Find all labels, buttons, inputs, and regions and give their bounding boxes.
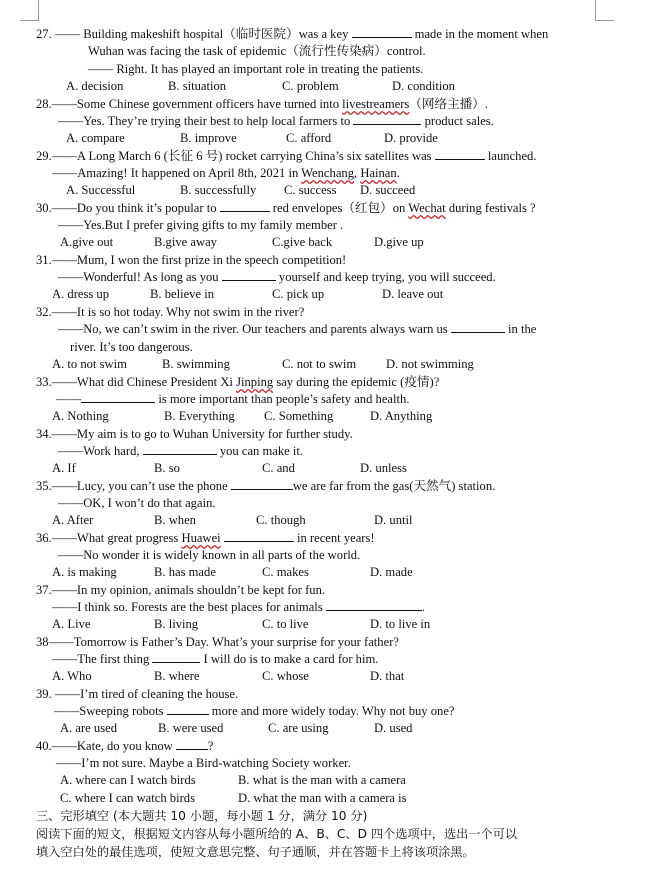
answer-blank <box>143 443 217 455</box>
q27-line-3 <box>88 61 423 77</box>
question-text: in recent years! <box>293 531 375 545</box>
q40-option-a: A. where can I watch birds <box>60 773 196 787</box>
q31-line-2 <box>58 269 496 285</box>
question-text: made in the moment when <box>411 27 549 41</box>
q30-option-d: D.give up <box>374 235 424 249</box>
q28-option-b: B. improve <box>180 131 237 145</box>
question-text: river. It’s too dangerous. <box>70 339 193 354</box>
section-instructions-line-1: 阅读下面的短文，根据短文内容从每小题所给的 A、B、C、D 四个选项中，选出一个可以 <box>36 827 518 841</box>
answer-blank <box>176 738 208 750</box>
q32-option-d: D. not swimming <box>386 357 474 371</box>
answer-blank <box>353 113 421 125</box>
question-text: ——Sweeping robots <box>54 704 167 719</box>
answer-blank <box>224 530 294 542</box>
question-text: 36.——What great progress <box>36 531 182 545</box>
q37-line-2 <box>52 599 425 615</box>
q40-line-1 <box>36 738 214 754</box>
q38-option-d: D. that <box>370 669 405 683</box>
question-text: 33.——What did Chinese President Xi <box>36 375 237 389</box>
flagged-word: Wechat <box>408 201 446 215</box>
question-text: Wuhan was facing the task of epidemic（流行性传染病）control. <box>88 44 426 59</box>
q36-option-a: A. is making <box>52 565 117 579</box>
question-text: 38——Tomorrow is Father’s Day. What’s your surprise for your father? <box>36 635 399 649</box>
answer-blank <box>167 703 209 715</box>
question-text: yourself and keep trying, you will succeed. <box>275 270 496 285</box>
q29-line-2 <box>52 165 400 181</box>
q37-line-1 <box>36 582 325 598</box>
q31-option-d: D. leave out <box>382 287 444 301</box>
q27-line-2 <box>88 43 426 59</box>
q29-line-1 <box>36 148 537 164</box>
q32-line-3 <box>70 339 193 355</box>
question-text: say during the epidemic (疫情)? <box>273 375 440 389</box>
question-text: 32.——It is so hot today. Why not swim in the river? <box>36 305 305 319</box>
question-text: ——The first thing <box>52 652 153 667</box>
answer-blank <box>152 651 200 663</box>
q34-option-c: C. and <box>262 461 295 475</box>
question-text: red envelopes（红包）on <box>269 201 409 215</box>
q39-line-2 <box>54 703 455 719</box>
question-text: ——No, we can’t swim in the river. Our teachers and parents always warn us <box>58 322 451 337</box>
q34-option-a: A. If <box>52 461 76 475</box>
q27-option-b: B. situation <box>168 79 227 93</box>
q32-option-c: C. not to swim <box>282 357 357 371</box>
q28-option-d: D. provide <box>384 131 438 145</box>
q29-option-a: A. Successful <box>66 183 136 197</box>
question-text: 27. —— Building makeshift hospital（临时医院）was a key <box>36 27 352 41</box>
question-text: —— <box>56 392 82 407</box>
question-text: （网络主播）. <box>409 97 489 111</box>
question-text: during festivals ? <box>445 201 536 215</box>
question-text: 40.——Kate, do you know <box>36 739 176 753</box>
q35-option-b: B. when <box>154 513 196 527</box>
question-text: 35.——Lucy, you can’t use the phone <box>36 479 231 493</box>
question-text: ——I’m not sure. Maybe a Bird-watching Society worker. <box>56 756 351 771</box>
q40-line-2 <box>56 755 351 771</box>
q36-option-b: B. has made <box>154 565 216 579</box>
question-text: 39. ——I’m tired of cleaning the house. <box>36 687 239 701</box>
question-text: ——Amazing! It happened on April 8th, 2021 in <box>52 166 302 181</box>
q40-option-c: C. where I can watch birds <box>60 791 195 805</box>
q27-option-c: C. problem <box>282 79 339 93</box>
q40-option-b: B. what is the man with a camera <box>238 773 406 787</box>
q36-option-d: D. made <box>370 565 413 579</box>
answer-blank <box>326 599 422 611</box>
q35-option-d: D. until <box>374 513 413 527</box>
answer-blank <box>231 478 293 490</box>
q28-line-1 <box>36 96 488 112</box>
q27-option-a: A. decision <box>66 79 124 93</box>
answer-blank <box>220 200 270 212</box>
q35-line-1 <box>36 478 495 494</box>
question-text: ——No wonder it is widely known in all parts of the world. <box>58 548 361 563</box>
answer-blank <box>352 26 412 38</box>
question-text: launched. <box>484 149 537 163</box>
flagged-word: Huawei <box>181 531 221 545</box>
q37-option-d: D. to live in <box>370 617 431 631</box>
q30-option-a: A.give out <box>60 235 114 249</box>
question-text: 30.——Do you think it’s popular to <box>36 201 220 215</box>
question-text: —— Right. It has played an important role in treating the patients. <box>88 61 424 76</box>
q33-line-1 <box>36 374 439 390</box>
question-text: ——OK, I won’t do that again. <box>58 496 216 511</box>
q36-line-1 <box>36 530 375 546</box>
question-text: is more important than people’s safety and health. <box>155 392 410 407</box>
question-text: . <box>396 166 400 181</box>
q30-option-b: B.give away <box>154 235 217 249</box>
q32-option-b: B. swimming <box>162 357 230 371</box>
question-text: . <box>421 600 426 615</box>
q32-option-a: A. to not swim <box>52 357 127 371</box>
q38-option-b: B. where <box>154 669 200 683</box>
q28-option-c: C. afford <box>286 131 332 145</box>
q35-option-c: C. though <box>256 513 306 527</box>
q39-line-1 <box>36 686 238 702</box>
question-text: ——Wonderful! As long as you <box>58 270 222 285</box>
question-text: ——I think so. Forests are the best places for animals <box>52 600 326 615</box>
flagged-word: Wenchang <box>301 166 355 181</box>
q33-line-2 <box>56 391 409 407</box>
question-text: 34.——My aim is to go to Wuhan University for further study. <box>36 427 353 441</box>
answer-blank <box>451 321 505 333</box>
q39-option-d: D. used <box>374 721 413 735</box>
q38-option-c: C. whose <box>262 669 309 683</box>
q34-option-d: D. unless <box>360 461 407 475</box>
section-instructions-line-2: 填入空白处的最佳选项，使短文意思完整、句子通顺，并在答题卡上将该项涂黑。 <box>36 845 475 859</box>
q31-option-b: B. believe in <box>150 287 215 301</box>
flagged-word: livestreamers <box>342 97 410 111</box>
question-text: ——Yes.But I prefer giving gifts to my family member . <box>58 218 344 233</box>
q27-line-1 <box>36 26 548 42</box>
question-text: 37.——In my opinion, animals shouldn’t be kept for fun. <box>36 583 326 597</box>
q33-option-d: D. Anything <box>370 409 433 423</box>
q33-option-b: B. Everything <box>164 409 235 423</box>
question-text: , <box>354 166 361 181</box>
q29-option-b: B. successfully <box>180 183 257 197</box>
question-text: ——Yes. They’re trying their best to help local farmers to <box>58 114 354 129</box>
q38-line-2 <box>52 651 378 667</box>
flagged-word: Jinping <box>236 375 274 389</box>
q30-line-2 <box>58 217 343 233</box>
question-text: ? <box>207 739 214 753</box>
q28-option-a: A. compare <box>66 131 125 145</box>
question-text: you can make it. <box>216 444 304 459</box>
q39-option-c: C. are using <box>268 721 329 735</box>
question-text: we are far from the gas(天然气) station. <box>292 479 496 493</box>
q34-line-1 <box>36 426 353 442</box>
q36-option-c: C. makes <box>262 565 309 579</box>
q39-option-b: B. were used <box>158 721 224 735</box>
q31-option-c: C. pick up <box>272 287 325 301</box>
question-text: product sales. <box>421 114 494 129</box>
q28-line-2 <box>58 113 494 129</box>
answer-blank <box>81 391 155 403</box>
q30-option-c: C.give back <box>272 235 333 249</box>
q37-option-b: B. living <box>154 617 199 631</box>
q33-option-a: A. Nothing <box>52 409 109 423</box>
q32-line-2 <box>58 321 536 337</box>
q31-line-1 <box>36 252 346 268</box>
question-text: I will do is to make a card for him. <box>200 652 379 667</box>
q37-option-c: C. to live <box>262 617 309 631</box>
q30-line-1 <box>36 200 536 216</box>
q39-option-a: A. are used <box>60 721 117 735</box>
q35-option-a: A. After <box>52 513 94 527</box>
q34-option-b: B. so <box>154 461 180 475</box>
question-text: 28.——Some Chinese government officers have turned into <box>36 97 343 111</box>
question-text: 31.——Mum, I won the first prize in the speech competition! <box>36 253 347 267</box>
q38-option-a: A. Who <box>52 669 92 683</box>
q37-option-a: A. Live <box>52 617 91 631</box>
flagged-word: Hainan <box>360 166 397 181</box>
q35-line-2 <box>58 495 216 511</box>
q32-line-1 <box>36 304 304 320</box>
section-heading: 三、完形填空 (本大题共 10 小题，每小题 1 分，满分 10 分) <box>36 809 368 823</box>
q29-option-c: C. success <box>284 183 337 197</box>
q34-line-2 <box>58 443 303 459</box>
answer-blank <box>435 148 485 160</box>
question-text: ——Work hard, <box>58 444 143 459</box>
answer-blank <box>222 269 276 281</box>
question-text: 29.——A Long March 6 (长征 6 号) rocket carrying China’s six satellites was <box>36 149 435 163</box>
q33-option-c: C. Something <box>264 409 334 423</box>
q29-option-d: D. succeed <box>360 183 416 197</box>
question-text: in the <box>504 322 537 337</box>
q31-option-a: A. dress up <box>52 287 110 301</box>
q27-option-d: D. condition <box>392 79 455 93</box>
q40-option-d: D. what the man with a camera is <box>238 791 407 805</box>
question-text: more and more widely today. Why not buy one? <box>208 704 455 719</box>
q36-line-2 <box>58 547 360 563</box>
q38-line-1 <box>36 634 399 650</box>
